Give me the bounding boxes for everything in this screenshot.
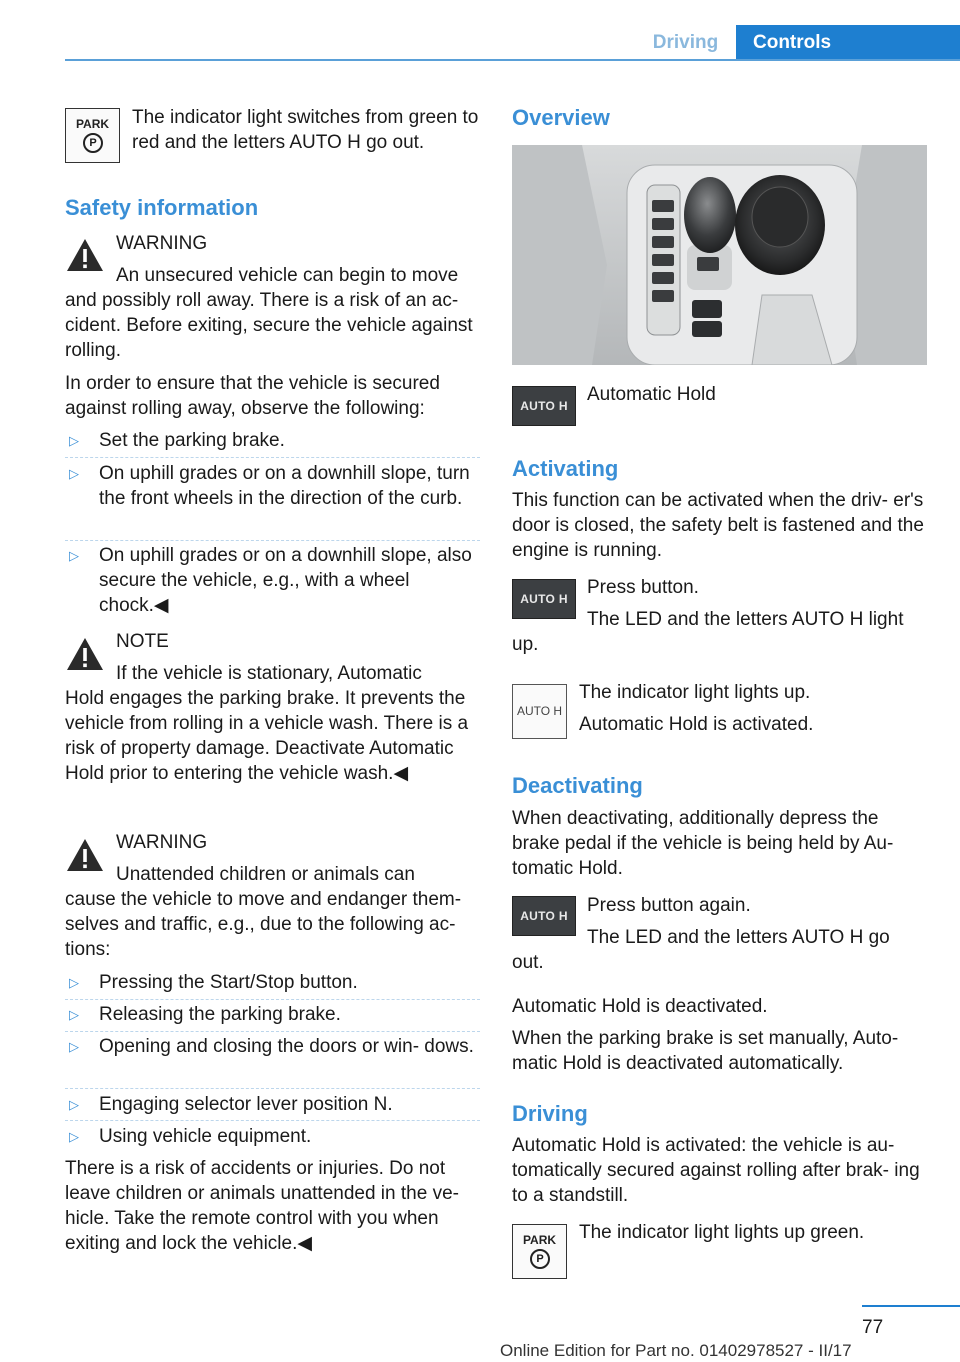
warning-label: WARNING — [116, 832, 208, 853]
park-indicator-icon: PARK P — [65, 108, 120, 163]
warning-text-first: Unattended children or animals can — [116, 864, 415, 885]
list-separator — [65, 1031, 480, 1032]
led-out-text-rest: out. — [512, 952, 544, 973]
auto-h-indicator-icon: AUTO H — [512, 684, 567, 739]
header-section-tab[interactable]: Driving — [652, 32, 719, 53]
list-separator — [65, 540, 480, 541]
auto-h-button-icon: AUTO H — [512, 896, 576, 936]
deactivating-heading: Deactivating — [512, 773, 643, 798]
driving-text: Automatic Hold is activated: the vehicle is au‐ tomatically secured against rolling after brak‐ ing to a standstill. — [512, 1135, 920, 1206]
bullet-triangle-icon: ▷ — [69, 1007, 79, 1022]
led-light-text: The LED and the letters AUTO H light — [587, 609, 904, 630]
note-text-first: If the vehicle is stationary, Automatic — [116, 663, 422, 684]
green-light-text: The indicator light lights up green. — [579, 1222, 865, 1243]
hold-deactivated-text: Automatic Hold is deactivated. — [512, 996, 768, 1017]
driving-heading: Driving — [512, 1101, 588, 1126]
footer-rule — [862, 1305, 960, 1307]
bullet-triangle-icon: ▷ — [69, 1129, 79, 1144]
secure-paragraph: In order to ensure that the vehicle is secured against rolling away, observe the following: — [65, 373, 440, 419]
led-light-text-rest: up. — [512, 634, 539, 655]
note-warning-icon — [65, 636, 105, 672]
risk-paragraph: There is a risk of accidents or injuries. Do not leave children or animals unattended in the ve‐ hicle. Take the remote control with you when exiting and lock the vehicle.◀ — [65, 1158, 459, 1254]
note-text-rest: Hold engages the parking brake. It prevents the vehicle from rolling in a vehicle wash. There is a risk of property damage. Deactivate Automatic Hold prior to entering the vehicle wash.◀ — [65, 688, 469, 784]
hold-activated-text: Automatic Hold is activated. — [579, 714, 814, 735]
warning-text-rest: cause the vehicle to move and endanger them‐ selves and traffic, e.g., due to the following ac‐ tions: — [65, 889, 462, 960]
warning-icon — [65, 237, 105, 273]
warning-text-first: An unsecured vehicle can begin to move — [116, 265, 459, 286]
manual-brake-text: When the parking brake is set manually, Auto‐ matic Hold is deactivated automatically. — [512, 1028, 899, 1074]
park-indicator-icon: PARK P — [512, 1224, 567, 1279]
edition-text: Online Edition for Part no. 01402978527 - II/17 — [500, 1341, 852, 1360]
auto-h-button-icon: AUTO H — [512, 579, 576, 619]
warning-text-rest: and possibly roll away. There is a risk of an ac‐ cident. Before exiting, secure the vehicle against rolling. — [65, 290, 473, 361]
intro-text: The indicator light switches from green to red and the letters AUTO H go out. — [132, 107, 479, 153]
bullet-triangle-icon: ▷ — [69, 1097, 79, 1112]
list-separator — [65, 999, 480, 1000]
press-button-text: Press button. — [587, 577, 699, 598]
page-number: 77 — [862, 1317, 884, 1338]
bullet-triangle-icon: ▷ — [69, 433, 79, 448]
safety-heading: Safety information — [65, 195, 259, 220]
list-separator — [65, 457, 480, 458]
warning-label: WARNING — [116, 233, 208, 254]
bullet-triangle-icon: ▷ — [69, 975, 79, 990]
led-out-text: The LED and the letters AUTO H go — [587, 927, 890, 948]
bullet-triangle-icon: ▷ — [69, 466, 79, 481]
auto-h-button-icon: AUTO H — [512, 386, 576, 426]
center-console-image — [512, 145, 927, 365]
warning-icon — [65, 837, 105, 873]
overview-heading: Overview — [512, 105, 610, 130]
list-separator — [65, 1088, 480, 1089]
press-again-text: Press button again. — [587, 895, 751, 916]
list-separator — [65, 1120, 480, 1121]
deactivating-text: When deactivating, additionally depress the brake pedal if the vehicle is being held by Au‐ tomatic Hold. — [512, 808, 894, 879]
indicator-lights-up-text: The indicator light lights up. — [579, 682, 811, 703]
note-label: NOTE — [116, 631, 169, 652]
header-chapter-tab[interactable]: Controls — [736, 25, 960, 61]
activating-text: This function can be activated when the driv‐ er's door is closed, the safety belt is fastened and the engine is running. — [512, 490, 924, 561]
bullet-triangle-icon: ▷ — [69, 1039, 79, 1054]
automatic-hold-label: Automatic Hold — [587, 384, 716, 405]
bullet-triangle-icon: ▷ — [69, 548, 79, 563]
activating-heading: Activating — [512, 456, 619, 481]
header-rule — [65, 59, 960, 61]
